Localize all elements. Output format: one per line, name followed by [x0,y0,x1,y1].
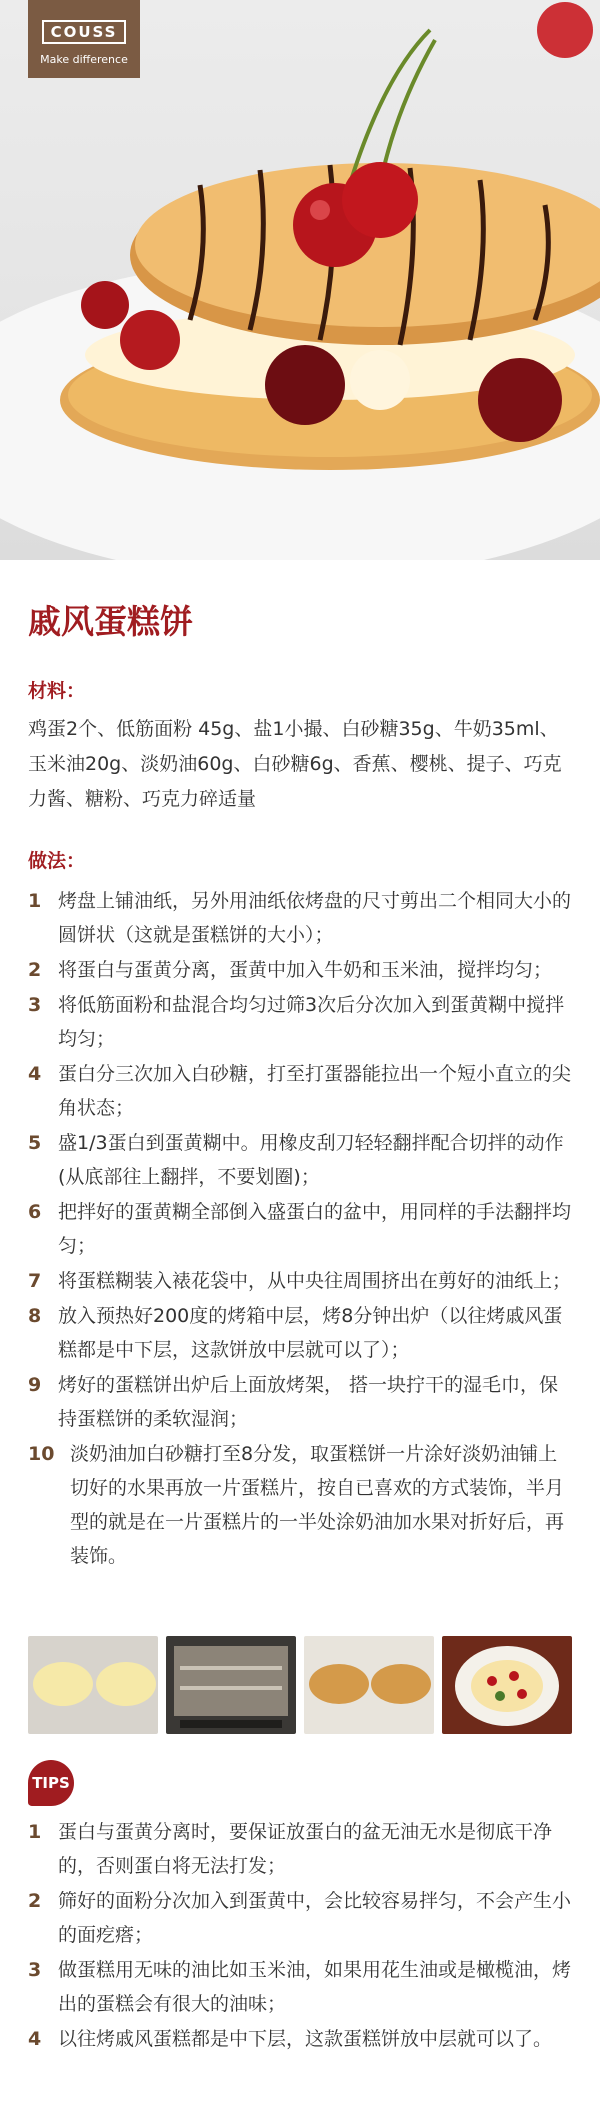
step-text: 将低筋面粉和盐混合均匀过筛3次后分次加入到蛋黄糊中搅拌均匀； [58,994,565,1050]
brand-logo [28,0,140,78]
step-number: 6 [28,1201,42,1223]
method-step [28,1126,576,1194]
step-number: 7 [28,1270,42,1292]
tips-badge: TIPS [28,1760,74,1806]
hero-photo [0,0,600,560]
method-step [28,1057,576,1125]
tip-number: 2 [28,1890,42,1912]
tip-number: 4 [28,2028,42,2050]
tip-item [28,1815,576,1883]
method-step [28,1195,576,1263]
brand-tagline: Make difference [40,53,128,66]
method-step [28,988,576,1056]
recipe-title: 戚风蛋糕饼 [28,602,193,641]
step-number: 9 [28,1374,42,1396]
step-number: 1 [28,890,42,912]
baked-cakes-photo [304,1636,434,1734]
step-text: 烤盘上铺油纸，另外用油纸依烤盘的尺寸剪出二个相同大小的圆饼状（这就是蛋糕饼的大小）； [58,890,572,946]
step-photos [28,1636,572,1736]
method-step [28,1437,576,1573]
step-text: 将蛋白与蛋黄分离，蛋黄中加入牛奶和玉米油，搅拌均匀； [58,959,553,981]
method-step [28,1264,576,1298]
method-step [28,1368,576,1436]
step-text: 蛋白分三次加入白砂糖，打至打蛋器能拉出一个短小直立的尖角状态； [58,1063,572,1119]
tip-text: 以往烤戚风蛋糕都是中下层，这款蛋糕饼放中层就可以了。 [58,2028,553,2050]
tip-item [28,1953,576,2021]
step-number: 4 [28,1063,42,1085]
method-steps [28,884,576,1574]
step-number: 3 [28,994,42,1016]
tip-text: 做蛋糕用无味的油比如玉米油，如果用花生油或是橄榄油，烤出的蛋糕会有很大的油味； [58,1959,572,2015]
method-step [28,884,576,952]
step-text: 把拌好的蛋黄糊全部倒入盛蛋白的盆中，用同样的手法翻拌均匀； [58,1201,572,1257]
step-text: 将蛋糕糊装入裱花袋中，从中央往周围挤出在剪好的油纸上； [58,1270,572,1292]
step-number: 2 [28,959,42,981]
tip-item [28,1884,576,1952]
oven-interior-photo [166,1636,296,1734]
step-number: 10 [28,1443,55,1465]
tip-item [28,2022,576,2056]
step-text: 淡奶油加白砂糖打至8分发，取蛋糕饼一片涂好淡奶油铺上切好的水果再放一片蛋糕片，按自已喜欢的方式装饰，半月型的就是在一片蛋糕片的一半处涂奶油加水果对折好后，再装饰。 [70,1443,565,1567]
step-number: 5 [28,1132,42,1154]
method-step [28,953,576,987]
brand-name: COUSS [42,20,126,44]
ingredients-text: 鸡蛋2个、低筋面粉 45g、盐1小撮、白砂糖35g、牛奶35ml、玉米油20g、淡奶油60g、白砂糖6g、香蕉、樱桃、提子、巧克力酱、糖粉、巧克力碎适量 [28,718,562,810]
step-text: 烤好的蛋糕饼出炉后上面放烤架， 搭一块拧干的湿毛巾，保持蛋糕饼的柔软湿润； [58,1374,559,1430]
tip-number: 1 [28,1821,42,1843]
batter-on-parchment-photo [28,1636,158,1734]
tip-text: 筛好的面粉分次加入到蛋黄中，会比较容易拌匀，不会产生小的面疙瘩； [58,1890,572,1946]
cake-illustration [0,0,600,560]
step-text: 盛1/3蛋白到蛋黄糊中。用橡皮刮刀轻轻翻拌配合切拌的动作(从底部往上翻拌，不要划圈)； [58,1132,564,1188]
ingredients-label: 材料： [28,680,86,702]
method-label: 做法： [28,850,86,872]
tip-text: 蛋白与蛋黄分离时，要保证放蛋白的盆无油无水是彻底干净的，否则蛋白将无法打发； [58,1821,553,1877]
method-step [28,1299,576,1367]
tip-number: 3 [28,1959,42,1981]
decorated-cake-photo [442,1636,572,1734]
step-number: 8 [28,1305,42,1327]
step-text: 放入预热好200度的烤箱中层，烤8分钟出炉（以往烤戚风蛋糕都是中下层，这款饼放中层就可以了）； [58,1305,563,1361]
tips-list [28,1815,576,2057]
